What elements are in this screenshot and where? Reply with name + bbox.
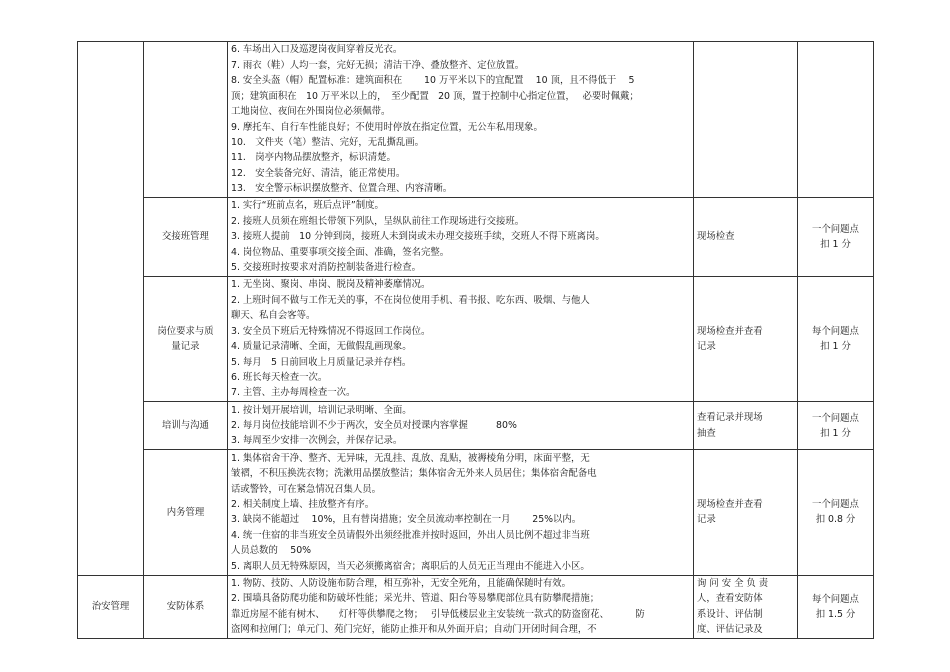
deduction-line: 扣 1 分 [820,239,851,250]
deduction-cell [798,575,874,639]
standard-line: 2. 围墙具备防爬功能和防破坏性能；采光井、管道、阳台等易攀爬部位具有防攀爬措施； [231,593,600,605]
deduction-cell [798,450,874,575]
item-name-cell: 培训与沟通 [144,402,228,450]
standard-line: 2. 上班时间不做与工作无关的事，不在岗位使用手机、看书报、吃东西、吸烟、与他人 [231,294,590,306]
standard-line: 6. 班长每天检查一次。 [231,371,328,383]
standard-line: 5. 每月 5 日前回收上月质量记录并存档。 [231,356,412,368]
category-cell: 治安管理 [78,575,144,639]
table-row [78,402,874,450]
inspection-method-cell [694,402,798,450]
method-line: 系设计、评估制 [697,608,763,620]
deduction-line: 一个问题点 [812,412,859,424]
method-line: 询 问 安 全 负 责 [697,578,769,590]
inspection-standards-table [77,41,874,639]
item-name-cell [144,42,228,198]
item-name-cell: 交接班管理 [144,198,228,277]
standard-line: 1. 实行“班前点名，班后点评”制度。 [231,200,384,212]
method-line: 现场检查 [697,231,735,243]
standard-line: 4. 质量记录清晰、全面，无做假乱画现象。 [231,341,412,353]
table-body [78,42,874,639]
standard-line: 顶；建筑面积在 10 万平米以上的， 至少配置 20 顶，置于控制中心指定位置， 必要时佩戴； [231,90,639,102]
standard-line: 8. 安全头盔（帽）配置标准：建筑面积在 10 万平米以下的宜配置 10 顶，且不得低于 5 [231,75,635,87]
standard-line: 4. 岗位物品、重要事项交接全面、准确，签名完整。 [231,246,450,258]
inspection-method-cell [694,277,798,402]
deduction-cell [798,198,874,277]
standard-content-cell [228,575,694,639]
item-name-cell: 内务管理 [144,450,228,575]
standard-line: 2. 相关制度上墙、挂放整齐有序。 [231,499,375,511]
standard-line: 工地岗位、夜间在外围岗位必须佩带。 [231,106,391,118]
standard-line: 人员总数的 50% [231,545,312,557]
standard-line: 6. 车场出入口及巡逻岗夜间穿着反光衣。 [231,44,403,56]
deduction-line: 一个问题点 [812,224,859,235]
standard-line: 1. 集体宿舍干净、整齐、无异味，无乱挂、乱放、乱贴，被褥棱角分明，床面平整，无 [231,452,590,464]
method-line: 人，查看安防体 [697,593,763,605]
table-row [78,450,874,575]
standard-line: 3. 缺岗不能超过 10%，且有替岗措施；安全员流动率控制在一月 25%以内。 [231,514,582,526]
standard-line: 话或警铃，可在紧急情况召集人员。 [231,483,382,495]
standard-line: 5. 离职人员无特殊原因，当天必须搬离宿舍；离职后的人员无正当理由不能进入小区。 [231,560,590,572]
table-row [78,42,874,198]
method-line: 记录 [697,514,716,526]
standard-line: 3. 每周至少安排一次例会，并保存记录。 [231,435,403,447]
item-name-cell [144,277,228,402]
standard-line: 3. 接班人提前 10 分钟到岗，接班人未到岗或未办理交接班手续，交班人不得下班离岗。 [231,231,605,243]
deduction-line: 扣 1 分 [820,427,851,439]
deduction-line: 一个问题点 [812,499,859,511]
method-line: 抽查 [697,427,716,439]
standard-content-cell [228,42,694,198]
standard-line: 2. 每月岗位技能培训不少于两次，安全员对授课内容掌握 80% [231,420,517,432]
standard-line: 10. 文件夹（笔）整洁、完好，无乱撕乱画。 [231,136,425,148]
standard-content-cell [228,277,694,402]
standard-line: 13. 安全警示标识摆放整齐、位置合理、内容清晰。 [231,183,453,195]
standard-line: 1. 无坐岗、聚岗、串岗、脱岗及精神萎靡情况。 [231,279,431,291]
standard-content-cell [228,402,694,450]
deduction-line: 每个问题点 [812,593,859,605]
inspection-method-cell [694,450,798,575]
table-row [78,575,874,639]
standard-content-cell [228,450,694,575]
standard-line: 靠近房屋不能有树木、 灯杆等供攀爬之物； 引导低楼层业主安装统一款式的防盗窗花、 防 [231,608,645,620]
standard-line: 聊天、私自会客等。 [231,310,316,322]
method-line: 查看记录并现场 [697,412,763,424]
method-line: 现场检查并查看 [697,499,763,511]
method-line: 记录 [697,341,716,353]
standard-line: 9. 摩托车、自行车性能良好；不使用时停放在指定位置，无公车私用现象。 [231,121,543,133]
item-name-line: 岗位要求与质 [157,325,214,337]
deduction-cell [798,402,874,450]
inspection-method-cell [694,575,798,639]
deduction-line: 扣 1 分 [820,341,851,353]
method-line: 度、评估记录及 [697,624,763,636]
standard-line: 12. 安全装备完好、清洁，能正常使用。 [231,167,406,179]
deduction-line: 扣 1.5 分 [815,608,856,620]
standard-line: 11. 岗亭内物品摆放整齐，标识清楚。 [231,152,396,164]
method-line: 现场检查并查看 [697,325,763,337]
standard-line: 皱褶，不积压换洗衣物；洗漱用品摆放整洁；集体宿舍无外来人员居住；集体宿舍配备电 [231,468,597,480]
item-name-cell: 安防体系 [144,575,228,639]
deduction-line: 扣 0.8 分 [815,514,856,526]
standard-line: 4. 统一住宿的非当班安全员请假外出须经批准并按时返回，外出人员比例不超过非当班 [231,529,590,541]
standard-line: 1. 物防、技防、人防设施布防合理，相互弥补，无安全死角，且能确保随时有效。 [231,578,572,590]
deduction-cell [798,277,874,402]
inspection-method-cell [694,198,798,277]
category-cell [78,42,144,576]
table-row [78,277,874,402]
standard-line: 3. 安全员下班后无特殊情况不得返回工作岗位。 [231,325,431,337]
standard-line: 盗网和拉闸门；单元门、苑门完好，能防止推开和从外面开启；自动门开闭时间合理，不 [231,624,597,636]
deduction-cell [798,42,874,198]
table-row [78,198,874,277]
inspection-method-cell [694,42,798,198]
standard-line: 7. 雨衣（鞋）人均一套，完好无损；清洁干净、叠放整齐、定位放置。 [231,59,525,71]
deduction-line: 每个问题点 [812,326,859,338]
item-name-line: 量记录 [171,341,200,353]
standard-content-cell [228,198,694,277]
standard-line: 5. 交接班时按要求对消防控制装备进行检查。 [231,262,422,274]
standard-line: 2. 接班人员须在班组长带领下列队，呈纵队前往工作现场进行交接班。 [231,215,525,227]
standard-line: 1. 按计划开展培训，培训记录明晰、全面。 [231,404,412,416]
standard-line: 7. 主管、主办每周检查一次。 [231,387,356,399]
